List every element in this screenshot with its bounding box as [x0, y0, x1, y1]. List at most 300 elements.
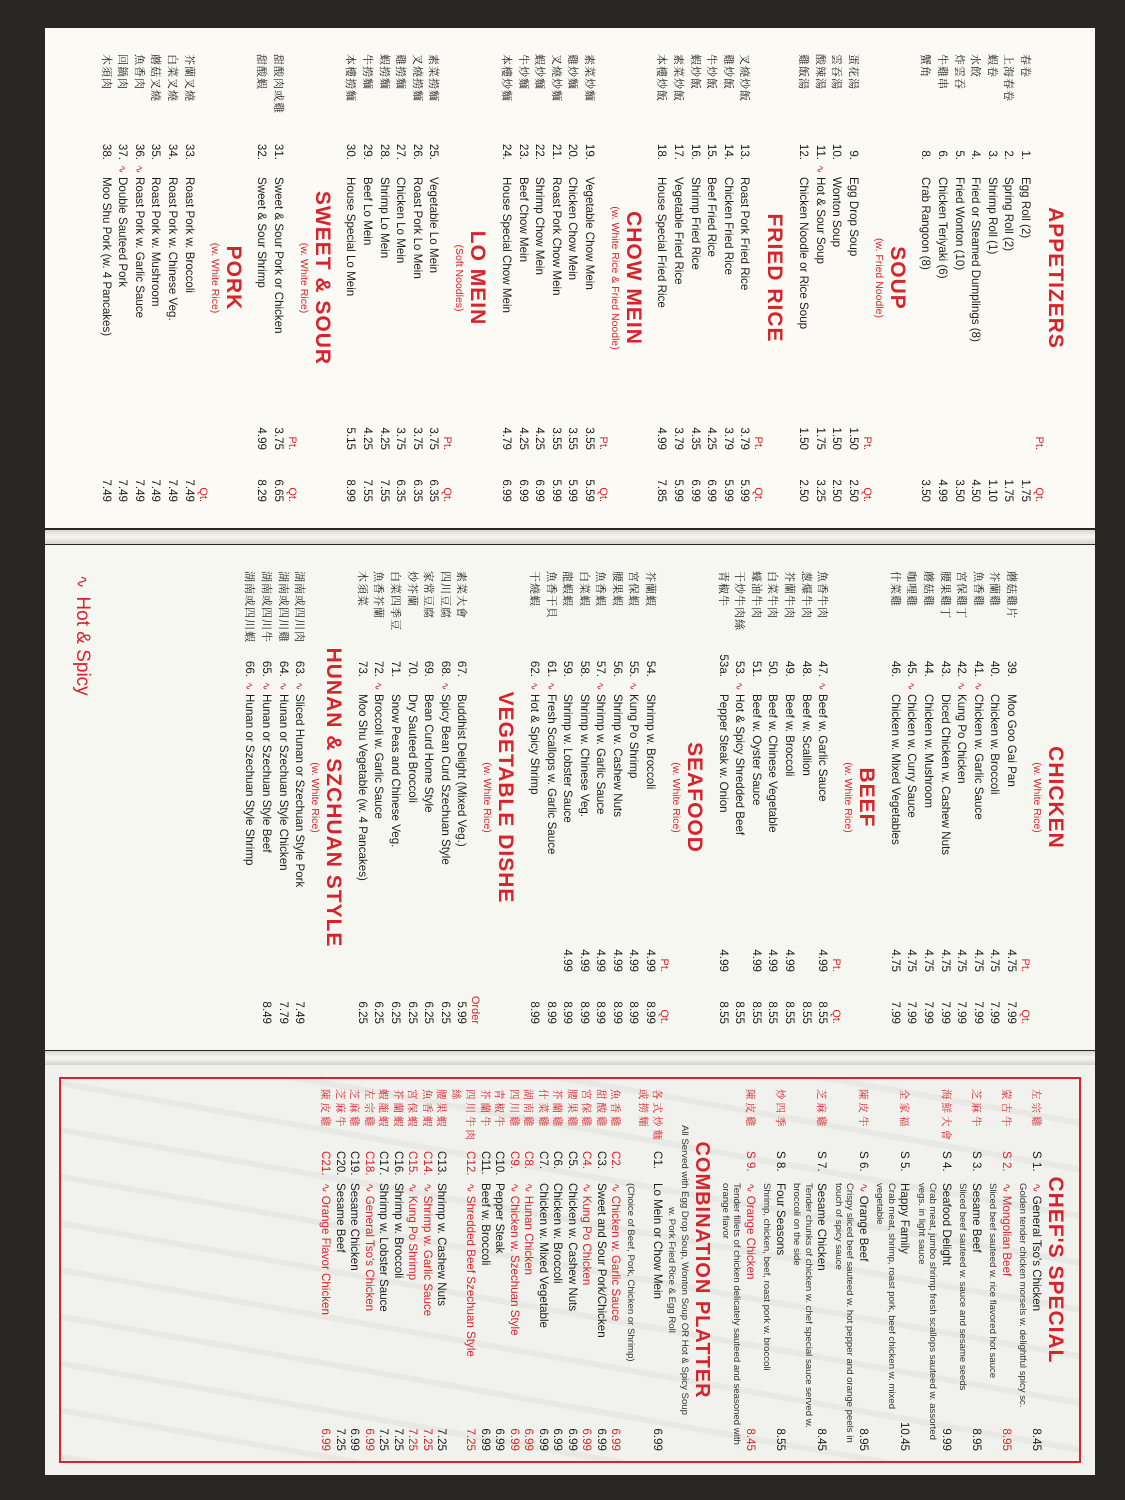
item-number: 13. — [738, 143, 752, 160]
menu-item-row[interactable] — [342, 54, 359, 502]
section-soup — [794, 54, 908, 502]
item-price-large: 5.99 — [566, 479, 580, 502]
menu-item-row[interactable] — [392, 54, 409, 502]
hot-pepper-icon: ∿ — [260, 682, 271, 691]
item-name: Shrimp Lo Mein — [377, 177, 391, 259]
item-number: 67. — [455, 660, 469, 677]
special-item-row[interactable] — [939, 1089, 954, 1451]
item-chinese-name: 素菜炒麵 — [582, 54, 595, 102]
combo-title: COMBINATION PLATTER — [691, 1141, 714, 1399]
special-name — [478, 1183, 493, 1407]
special-description: Shrimp, chicken, beef, roast pork w. broccoli — [761, 1183, 773, 1371]
item-number: 12. — [797, 143, 811, 160]
special-name — [1029, 1183, 1044, 1407]
special-item-row[interactable] — [507, 1089, 522, 1451]
menu-item-row[interactable] — [625, 571, 642, 1024]
item-chinese-name: 木須肉 — [99, 54, 112, 90]
menu-item-row[interactable] — [811, 54, 828, 502]
special-item-row[interactable] — [391, 1089, 406, 1451]
item-price-small: 4.99 — [577, 949, 591, 972]
menu-item-row[interactable] — [969, 571, 986, 1024]
hot-pepper-icon: ∿ — [132, 165, 144, 174]
item-name: Beef w. Oyster Sauce — [749, 694, 763, 806]
item-price-large: 1.10 — [985, 479, 999, 502]
item-price-small: 3.55 — [549, 427, 563, 450]
menu-item-row[interactable] — [163, 54, 180, 502]
item-price-small: 4.99 — [561, 949, 575, 972]
item-name: Vegetable Chow Mein — [582, 177, 596, 290]
special-name-text: Happy Family — [898, 1183, 912, 1254]
menu-item-row[interactable] — [514, 54, 531, 502]
item-price-small: 3.79 — [672, 427, 686, 450]
section-subtitle: (w. White Rice & Fried Noodle) — [608, 206, 621, 350]
special-description: Tender fillets of chicken delicately sauteed and seasoned with orange flavor — [720, 1183, 743, 1445]
item-number: 41. — [971, 660, 985, 677]
item-name: Moo Shu Pork (w. 4 Pancakes) — [99, 177, 113, 337]
special-chinese-name: 左宗雞 — [1030, 1089, 1042, 1130]
special-name-text: Mongolian Beef — [1000, 1195, 1013, 1277]
menu-item-row[interactable] — [780, 571, 797, 1024]
chefs-special-title: CHEF'S SPECIAL — [1044, 1176, 1067, 1364]
item-price-large: 6.25 — [438, 1001, 452, 1024]
menu-item-row[interactable] — [714, 571, 731, 1024]
menu-item-row[interactable] — [253, 54, 270, 502]
item-name: House Special Lo Mein — [344, 177, 358, 297]
item-price-small: 4.25 — [377, 427, 391, 450]
menu-item-row[interactable] — [269, 54, 286, 502]
price-column-headers — [658, 571, 670, 1024]
item-number: 47. — [816, 660, 830, 677]
menu-item-row[interactable] — [241, 571, 258, 1024]
menu-item-row[interactable] — [547, 54, 564, 502]
special-chinese-name: 宮保蝦 — [406, 1089, 419, 1130]
menu-item-row[interactable] — [983, 54, 1000, 502]
item-name: Chicken Chow Mein — [566, 177, 580, 281]
item-name: Kung Po Chicken — [955, 694, 969, 784]
hot-pepper-icon: ∿ — [905, 682, 917, 691]
menu-item-row[interactable] — [97, 54, 114, 502]
item-name: Sweet & Sour Shrimp — [255, 177, 269, 288]
item-price-small: 4.25 — [516, 427, 530, 450]
special-item-row[interactable] — [420, 1089, 435, 1451]
item-number: 15. — [705, 143, 719, 160]
special-item-row[interactable] — [478, 1089, 493, 1451]
menu-item-row[interactable] — [967, 54, 984, 502]
menu-item-row[interactable] — [608, 571, 625, 1024]
item-price-small: 4.99 — [255, 427, 269, 450]
menu-item-row[interactable] — [291, 571, 308, 1024]
item-chinese-name: 湖南或四川雞 — [276, 571, 289, 643]
special-chinese-name: 四川雞 — [508, 1089, 520, 1130]
item-price-large: 8.55 — [783, 1001, 797, 1024]
hot-spicy-legend — [71, 575, 93, 696]
menu-item-row[interactable] — [130, 54, 147, 502]
special-code: S 1. — [1030, 1151, 1043, 1172]
menu-item-row[interactable] — [844, 54, 861, 502]
item-name: Buddhist Delight (Mixed Veg.) — [455, 694, 469, 847]
item-price-large: 8.55 — [749, 1001, 763, 1024]
menu-item-row[interactable] — [642, 571, 659, 1024]
item-number: 25. — [427, 143, 441, 160]
special-name-text: Sesame Beef — [334, 1183, 347, 1253]
item-name: Fried or Steamed Dumplings (8) — [969, 177, 983, 342]
item-name: Roast Pork w. Garlic Sauce — [132, 177, 146, 319]
menu-item-row[interactable] — [1002, 571, 1019, 1024]
special-item-row[interactable] — [536, 1089, 551, 1451]
item-number: 44. — [922, 660, 936, 677]
special-item-row[interactable] — [333, 1089, 348, 1451]
menu-item-row[interactable] — [670, 54, 687, 502]
menu-item-row[interactable] — [747, 571, 764, 1024]
item-chinese-name: 干燒蝦 — [527, 571, 540, 607]
item-price-large: 6.99 — [705, 479, 719, 502]
menu-item-row[interactable] — [986, 571, 1003, 1024]
special-item-row[interactable] — [773, 1089, 788, 1451]
menu-item-row[interactable] — [1000, 54, 1017, 502]
special-item-row[interactable] — [362, 1089, 377, 1451]
special-item-row[interactable] — [743, 1089, 758, 1451]
special-name — [333, 1183, 348, 1407]
item-name: House Special Fried Rice — [655, 177, 669, 308]
item-chinese-name: 上海春卷 — [1002, 54, 1015, 102]
item-chinese-name: 四川豆腐 — [438, 571, 451, 619]
special-name-text: Chicken w. Broccoli — [551, 1183, 565, 1284]
menu-item-row[interactable] — [147, 54, 164, 502]
menu-item-row[interactable] — [403, 571, 420, 1024]
item-name: Roast Pork w. Chinese Veg. — [166, 177, 179, 321]
special-name — [362, 1183, 377, 1407]
item-price-large: 7.49 — [116, 479, 130, 502]
item-chinese-name: 青椒牛 — [716, 571, 729, 607]
menu-item-row[interactable] — [953, 571, 970, 1024]
item-chinese-name: 蟹角 — [919, 54, 932, 78]
menu-item-row[interactable] — [764, 571, 781, 1024]
item-name: Beef Chow Mein — [516, 177, 530, 263]
menu-item-row[interactable] — [797, 571, 814, 1024]
special-chinese-name: 陳皮雞 — [319, 1089, 332, 1130]
item-price-large: 6.99 — [533, 479, 547, 502]
menu-item-row[interactable] — [497, 54, 514, 502]
special-item-row[interactable] — [856, 1089, 871, 1451]
item-price-large: 8.55 — [733, 1001, 747, 1024]
item-chinese-name: 甜酸肉或雞 — [271, 54, 284, 114]
menu-item-row[interactable] — [814, 571, 831, 1024]
item-price-large: 3.50 — [952, 479, 966, 502]
special-price: 6.99 — [348, 1428, 362, 1451]
item-number: 71. — [388, 660, 402, 677]
item-chinese-name: 酸辣湯 — [813, 54, 826, 90]
menu-item-row[interactable] — [114, 54, 131, 502]
special-code: C3. — [595, 1151, 608, 1170]
menu-item-row[interactable] — [386, 571, 403, 1024]
item-number: 40. — [988, 660, 1002, 677]
item-price-small: 4.99 — [594, 949, 608, 972]
special-chinese-name: 芝麻牛 — [970, 1089, 982, 1130]
special-item-row[interactable] — [1029, 1089, 1044, 1451]
menu-item-row[interactable] — [653, 54, 670, 502]
special-item-row[interactable] — [318, 1089, 333, 1451]
special-chinese-name: 魚香蝦 — [421, 1089, 433, 1130]
special-name — [507, 1183, 522, 1407]
item-price-large: 6.25 — [422, 1001, 436, 1024]
special-name-text: Lo Mein or Chow Mein — [651, 1183, 665, 1299]
special-item-row[interactable] — [550, 1089, 565, 1451]
hot-pepper-icon: ∿ — [73, 575, 90, 589]
menu-item-row[interactable] — [525, 571, 542, 1024]
item-price-small: 1.75 — [813, 427, 827, 450]
section-subtitle: (w. White Rice) — [670, 762, 683, 833]
special-name — [318, 1183, 333, 1407]
item-number: 73. — [355, 660, 369, 677]
menu-item-row[interactable] — [794, 54, 811, 502]
menu-item-row[interactable] — [719, 54, 736, 502]
section-vegetable — [353, 571, 517, 1024]
item-price-small: 4.25 — [705, 427, 719, 450]
special-item-row[interactable] — [636, 1089, 665, 1451]
hot-pepper-icon: ∿ — [527, 682, 539, 691]
menu-item-row[interactable] — [257, 571, 274, 1024]
item-chinese-name: 龍蝦蝦 — [561, 571, 574, 607]
special-item-row[interactable] — [405, 1089, 420, 1451]
menu-item-row[interactable] — [180, 54, 197, 502]
menu-item-row[interactable] — [420, 571, 437, 1024]
item-number: 50. — [766, 660, 780, 677]
item-name: Snow Peas and Chinese Veg. — [388, 694, 402, 848]
menu-item-row[interactable] — [370, 571, 387, 1024]
hot-pepper-icon: ∿ — [733, 682, 745, 691]
item-name: Shrimp Chow Mein — [533, 177, 547, 275]
item-number: 35. — [149, 143, 163, 160]
special-chinese-name: 蝦龍蝦 — [377, 1089, 390, 1130]
item-chinese-name: 咖哩雞 — [905, 571, 918, 607]
menu-item-row[interactable] — [408, 54, 425, 502]
menu-item-row[interactable] — [453, 571, 470, 1024]
section-title: PORK — [221, 245, 245, 311]
section-title: BEEF — [855, 767, 879, 828]
special-item-row[interactable] — [565, 1089, 580, 1451]
item-name: Roast Pork Lo Mein — [410, 177, 424, 279]
section-title: SWEET & SOUR — [310, 190, 334, 366]
special-description: Sliced beef sauteed w. rice flavored hot sauce — [987, 1183, 999, 1379]
item-number: 4. — [969, 150, 983, 160]
special-name — [565, 1183, 580, 1407]
special-item-row[interactable] — [521, 1089, 536, 1451]
special-name — [594, 1183, 609, 1407]
menu-item-row[interactable] — [542, 571, 559, 1024]
menu-item-row[interactable] — [580, 54, 597, 502]
hot-pepper-icon: ∿ — [955, 682, 967, 691]
item-name: Pepper Steak w. Onion — [716, 694, 730, 813]
item-chinese-name: 牛炒飯 — [705, 54, 718, 90]
special-name — [521, 1183, 536, 1407]
special-item-row[interactable] — [969, 1089, 984, 1451]
section-hunan — [241, 571, 345, 1024]
section-subtitle: (w. White Rice) — [208, 242, 221, 314]
special-price: 8.45 — [1030, 1428, 1043, 1451]
special-item-row[interactable] — [579, 1089, 594, 1451]
menu-item-row[interactable] — [903, 571, 920, 1024]
item-number: 45. — [905, 660, 919, 677]
item-price-large: 8.99 — [610, 1001, 624, 1024]
special-chinese-name: 宮保雞 — [580, 1089, 593, 1130]
item-price-large: 8.99 — [561, 1001, 575, 1024]
menu-item-row[interactable] — [936, 571, 953, 1024]
menu-item-row[interactable] — [828, 54, 845, 502]
special-description: (Choice of Beef, Pork, Chicken or Shrimp) — [625, 1183, 637, 1362]
special-name-text: Sweet and Sour Pork/Chicken — [595, 1183, 608, 1338]
menu-item-row[interactable] — [274, 571, 291, 1024]
item-price-small: 4.25 — [533, 427, 547, 450]
special-code: S 9. — [744, 1151, 757, 1172]
item-price-large: 1.75 — [1019, 479, 1032, 502]
menu-item-row[interactable] — [886, 571, 903, 1024]
special-item-row[interactable] — [608, 1089, 623, 1451]
special-item-row[interactable] — [376, 1089, 391, 1451]
pint-header: Pt. — [658, 958, 671, 972]
special-price: 6.99 — [609, 1428, 623, 1451]
item-chinese-name: 白菜蝦 — [577, 571, 590, 607]
special-price: 9.99 — [940, 1428, 953, 1451]
section-beef — [714, 571, 878, 1024]
hot-pepper-icon: ∿ — [276, 682, 288, 691]
menu-item-row[interactable] — [731, 571, 748, 1024]
quart-header: Qt. — [441, 487, 454, 502]
item-chinese-name: 葱爆牛肉 — [799, 571, 812, 619]
item-chinese-name: 叉燒炒麵 — [549, 54, 562, 102]
hot-pepper-icon: ∿ — [508, 1183, 521, 1193]
special-chinese-name: 芝麻雞 — [815, 1089, 828, 1130]
item-chinese-name: 水餃 — [969, 54, 982, 78]
section-title: FRIED RICE — [763, 213, 787, 343]
item-number: 61. — [544, 660, 558, 677]
item-price-large: 8.99 — [627, 1001, 641, 1024]
special-item-row[interactable] — [897, 1089, 912, 1451]
item-chinese-name: 魚香肉 — [132, 54, 145, 90]
special-price: 6.99 — [363, 1428, 376, 1451]
pint-header: Pt. — [1019, 958, 1031, 972]
item-name: Vegetable Lo Mein — [427, 177, 441, 274]
special-price: 6.99 — [319, 1428, 333, 1451]
menu-item-row[interactable] — [575, 571, 592, 1024]
price-column-headers — [597, 54, 609, 502]
menu-item-row[interactable] — [703, 54, 720, 502]
item-name: Chicken w. Broccoli — [988, 694, 1002, 795]
item-number: 19. — [582, 143, 596, 160]
item-price-large: 3.25 — [813, 479, 827, 502]
item-name: Roast Pork Chow Mein — [549, 177, 563, 296]
special-item-row[interactable] — [449, 1089, 478, 1451]
item-name: Roast Pork w. Broccoli — [182, 177, 196, 293]
section-subtitle: (w. White Rice) — [842, 762, 855, 833]
special-code: C20. — [334, 1151, 347, 1176]
special-item-row[interactable] — [434, 1089, 449, 1451]
item-price-large: 6.35 — [410, 479, 424, 502]
special-price: 7.25 — [392, 1428, 405, 1451]
special-price: 10.45 — [898, 1421, 912, 1451]
menu-item-row[interactable] — [559, 571, 576, 1024]
quart-header: Qt. — [860, 487, 873, 502]
item-chinese-name: 白菜四季豆 — [388, 571, 401, 631]
item-price-small: 4.75 — [955, 949, 969, 972]
menu-item-row[interactable] — [358, 54, 375, 502]
item-chinese-name: 叉燒炒飯 — [738, 54, 751, 102]
menu-item-row[interactable] — [592, 571, 609, 1024]
item-price-small: 4.35 — [688, 427, 702, 450]
legend-text: Hot & Spicy — [72, 596, 93, 696]
item-chinese-name: 蠔油牛肉 — [749, 571, 762, 619]
item-name: Chicken Lo Mein — [394, 177, 408, 264]
item-number: 26. — [410, 143, 424, 160]
menu-item-row[interactable] — [531, 54, 548, 502]
menu-item-row[interactable] — [375, 54, 392, 502]
item-chinese-name: 魚香芥蘭 — [372, 571, 385, 619]
item-name: Hunan or Szechuan Style Chicken — [276, 694, 290, 871]
special-chinese-name: 全家福 — [898, 1089, 911, 1130]
item-name: Crab Rangoon (8) — [919, 177, 933, 270]
pint-header: Pt. — [830, 958, 843, 972]
special-code: S 5. — [898, 1151, 912, 1172]
item-price-large: 7.49 — [182, 479, 196, 502]
menu-panel-left — [45, 28, 1095, 528]
section-subtitle: (w. White Rice) — [1031, 762, 1043, 833]
item-price-small: 3.55 — [566, 427, 580, 450]
special-item-row[interactable] — [814, 1089, 829, 1451]
special-name-text: Sesame Chicken — [815, 1183, 829, 1271]
price-column-headers — [469, 571, 481, 1024]
special-name-text: General Tso's Chicken — [1030, 1195, 1043, 1312]
item-price-large: 6.25 — [388, 1001, 402, 1024]
special-name-text: Orange Flavor Chicken — [319, 1195, 333, 1315]
item-price-small: 4.75 — [971, 949, 985, 972]
menu-item-row[interactable] — [686, 54, 703, 502]
quart-header: Qt. — [658, 1009, 671, 1024]
item-number: 30. — [344, 143, 358, 160]
menu-item-row[interactable] — [950, 54, 967, 502]
special-name-text: Sesame Beef — [970, 1183, 983, 1253]
special-code: C17. — [377, 1151, 391, 1176]
special-name-text: Orange Beef — [857, 1195, 870, 1262]
menu-item-row[interactable] — [353, 571, 370, 1024]
menu-item-row[interactable] — [564, 54, 581, 502]
menu-item-row[interactable] — [425, 54, 442, 502]
special-item-row[interactable] — [594, 1089, 609, 1451]
section-title: LO MEIN — [466, 230, 490, 326]
quart-header: Qt. — [285, 487, 298, 502]
special-item-row[interactable] — [492, 1089, 507, 1451]
menu-item-row[interactable] — [436, 571, 453, 1024]
specials-box — [59, 1077, 1081, 1463]
item-chinese-name: 干炒牛肉絲 — [733, 571, 746, 631]
item-price-large: 7.99 — [988, 1001, 1002, 1024]
pint-header: Pt. — [860, 436, 873, 450]
menu-item-row[interactable] — [933, 54, 950, 502]
item-price-large: 7.99 — [955, 1001, 969, 1024]
special-name — [743, 1183, 758, 1407]
menu-item-row[interactable] — [736, 54, 753, 502]
item-price-small: 3.75 — [271, 427, 285, 450]
item-chinese-name: 白菜牛肉 — [766, 571, 779, 619]
special-item-row[interactable] — [999, 1089, 1014, 1451]
pint-header: Pt. — [596, 436, 609, 450]
menu-item-row[interactable] — [919, 571, 936, 1024]
item-price-large: 7.49 — [132, 479, 146, 502]
item-name: Beef w. Scallion — [799, 694, 813, 776]
special-item-row[interactable] — [347, 1089, 362, 1451]
menu-item-row[interactable] — [917, 54, 934, 502]
menu-item-row[interactable] — [1016, 54, 1033, 502]
item-number: 70. — [405, 660, 419, 677]
special-price: 7.25 — [334, 1428, 347, 1451]
